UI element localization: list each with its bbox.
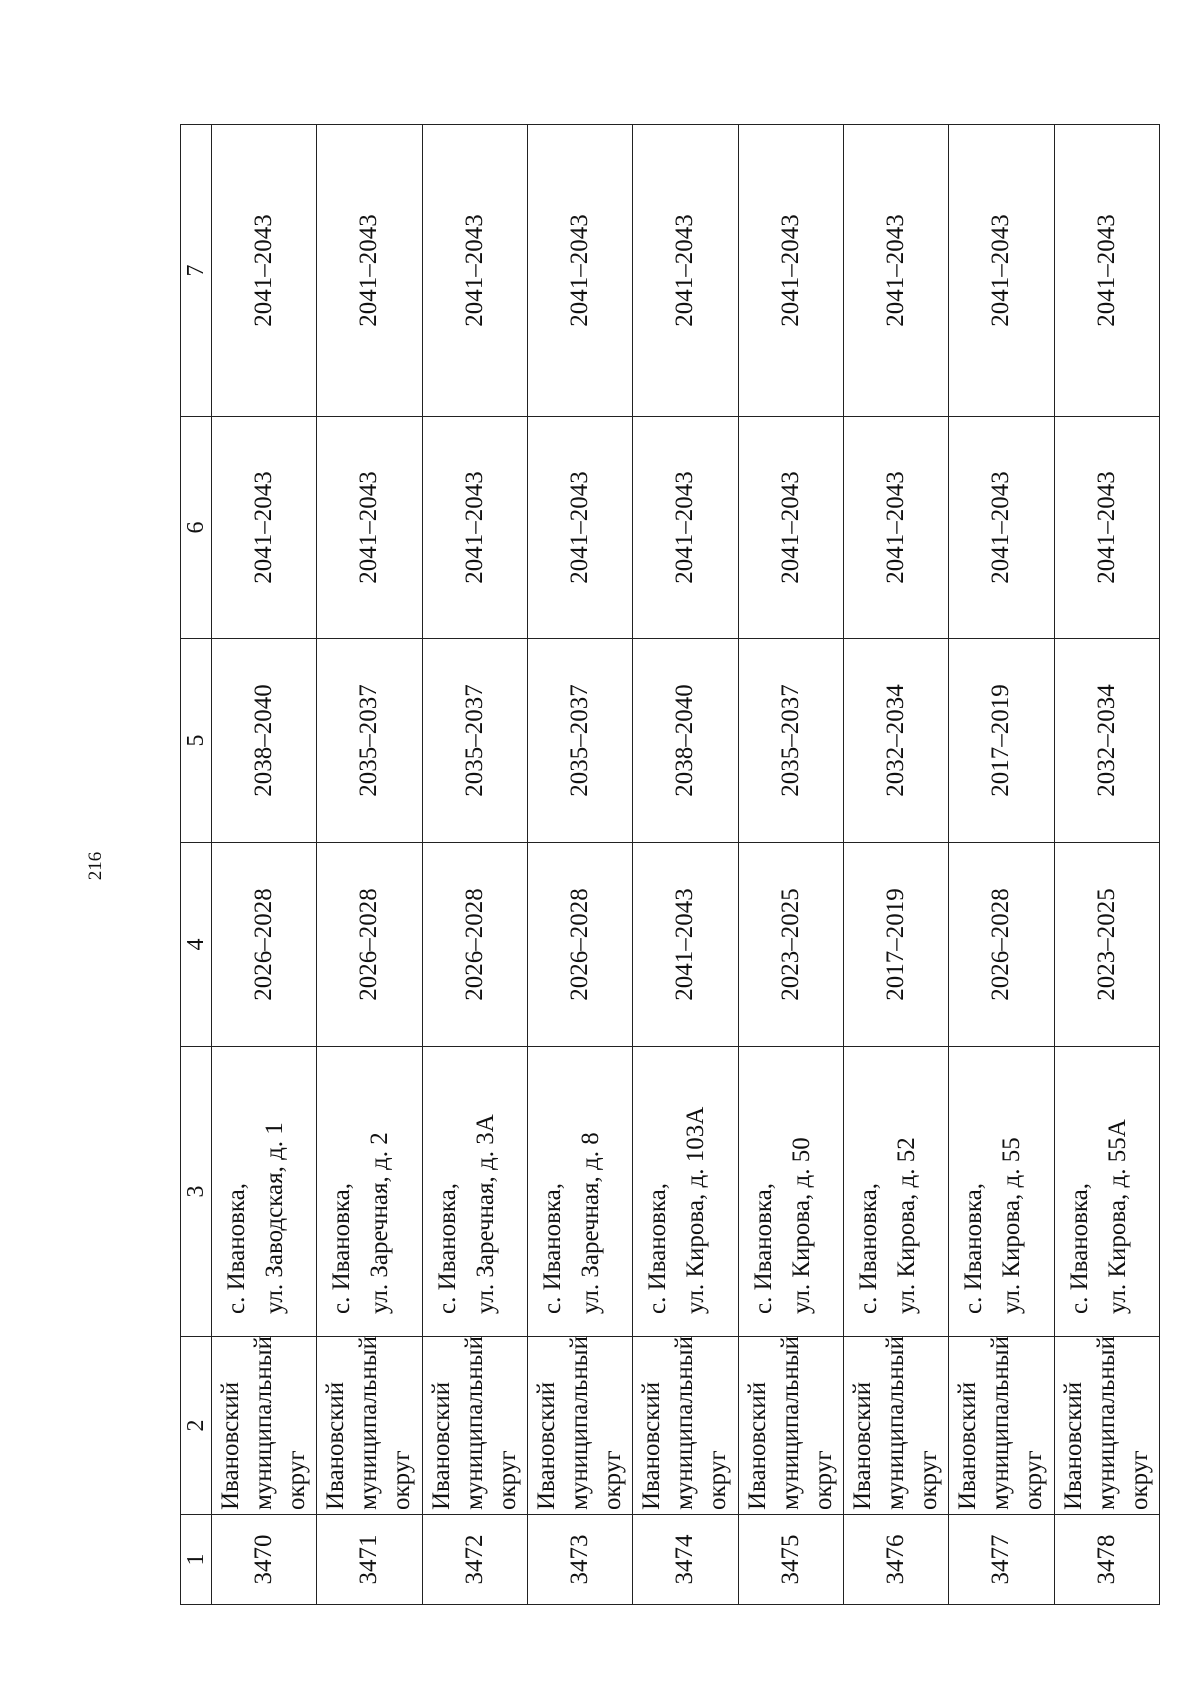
period-cell-4: 2026–2028 — [949, 843, 1054, 1047]
address-cell — [422, 1047, 527, 1337]
district-line: муниципальный — [565, 1336, 593, 1510]
district-line: округ — [704, 1450, 732, 1510]
period-cell-4: 2026–2028 — [212, 843, 317, 1047]
address-line: ул. Заречная, д. 3А — [471, 1114, 499, 1314]
period-cell-4: 2026–2028 — [527, 843, 632, 1047]
address-line: ул. Кирова, д. 55 — [998, 1137, 1026, 1314]
period-cell-5: 2038–2040 — [212, 639, 317, 843]
district-line: муниципальный — [250, 1336, 277, 1510]
period-cell-6: 2041–2043 — [738, 417, 843, 639]
table-row — [527, 125, 632, 1605]
period-cell-5: 2038–2040 — [633, 639, 738, 843]
district-line: округ — [388, 1450, 416, 1510]
address-line: с. Ивановка, — [644, 1182, 672, 1314]
row-number-cell — [1054, 1515, 1159, 1605]
period-cell-6: 2041–2043 — [317, 417, 422, 639]
row-number-cell — [422, 1515, 527, 1605]
header-cell-3: 3 — [181, 1047, 212, 1337]
address-line: с. Ивановка, — [854, 1182, 882, 1314]
period-cell-6: 2041–2043 — [422, 417, 527, 639]
period-cell-4: 2026–2028 — [317, 843, 422, 1047]
district-line: округ — [283, 1450, 310, 1510]
address-line: с. Ивановка, — [960, 1182, 988, 1314]
table-row — [422, 125, 527, 1605]
district-line: Ивановский — [217, 1381, 244, 1510]
period-cell-5: 2032–2034 — [843, 639, 948, 843]
district-line: Ивановский — [743, 1381, 771, 1510]
schedule-table-container — [180, 125, 1160, 1605]
district-line: Ивановский — [322, 1381, 350, 1510]
schedule-table — [180, 124, 1160, 1605]
period-cell-5: 2035–2037 — [422, 639, 527, 843]
address-line: с. Ивановка, — [328, 1182, 356, 1314]
district-line: округ — [493, 1450, 521, 1510]
address-line: ул. Заводская, д. 1 — [261, 1122, 288, 1314]
period-cell-7: 2041–2043 — [633, 125, 738, 417]
period-cell-5: 2017–2019 — [949, 639, 1054, 843]
period-cell-5: 2035–2037 — [527, 639, 632, 843]
address-line: ул. Кирова, д. 50 — [787, 1137, 815, 1314]
address-cell — [317, 1047, 422, 1337]
period-cell-7: 2041–2043 — [949, 125, 1054, 417]
period-cell-4: 2023–2025 — [1054, 843, 1159, 1047]
row-number-cell — [843, 1515, 948, 1605]
row-number-cell — [949, 1515, 1054, 1605]
row-number: 3478 — [1092, 1534, 1120, 1585]
district-line: округ — [1020, 1450, 1048, 1510]
district-line: муниципальный — [776, 1336, 804, 1510]
district-cell — [633, 1337, 738, 1515]
address-cell — [949, 1047, 1054, 1337]
header-row — [181, 125, 212, 1605]
period-cell-7: 2041–2043 — [212, 125, 317, 417]
district-line: Ивановский — [1059, 1381, 1087, 1510]
period-cell-7: 2041–2043 — [317, 125, 422, 417]
table-row — [633, 125, 738, 1605]
address-line: ул. Кирова, д. 103А — [682, 1106, 710, 1314]
district-cell — [1054, 1337, 1159, 1515]
district-line: муниципальный — [460, 1336, 488, 1510]
row-number-cell — [212, 1515, 317, 1605]
address-cell — [212, 1047, 317, 1337]
table-row — [843, 125, 948, 1605]
period-cell-7: 2041–2043 — [1054, 125, 1159, 417]
address-line: ул. Заречная, д. 2 — [366, 1132, 394, 1314]
period-cell-7: 2041–2043 — [422, 125, 527, 417]
period-cell-7: 2041–2043 — [843, 125, 948, 417]
address-line: ул. Кирова, д. 52 — [892, 1137, 920, 1314]
row-number: 3476 — [882, 1534, 910, 1585]
period-cell-4: 2041–2043 — [633, 843, 738, 1047]
district-line: округ — [809, 1450, 837, 1510]
address-cell — [1054, 1047, 1159, 1337]
period-cell-6: 2041–2043 — [843, 417, 948, 639]
header-cell-4: 4 — [181, 843, 212, 1047]
address-cell — [843, 1047, 948, 1337]
row-number-cell — [738, 1515, 843, 1605]
row-number: 3475 — [776, 1534, 804, 1585]
district-cell — [317, 1337, 422, 1515]
address-cell — [527, 1047, 632, 1337]
period-cell-7: 2041–2043 — [527, 125, 632, 417]
period-cell-5: 2032–2034 — [1054, 639, 1159, 843]
district-line: Ивановский — [954, 1381, 982, 1510]
table-row — [738, 125, 843, 1605]
district-cell — [738, 1337, 843, 1515]
period-cell-4: 2017–2019 — [843, 843, 948, 1047]
district-line: Ивановский — [638, 1381, 666, 1510]
district-line: Ивановский — [848, 1381, 876, 1510]
district-line: округ — [598, 1450, 626, 1510]
row-number-cell — [527, 1515, 632, 1605]
header-cell-7: 7 — [181, 125, 212, 417]
period-cell-4: 2023–2025 — [738, 843, 843, 1047]
district-line: округ — [914, 1450, 942, 1510]
period-cell-6: 2041–2043 — [212, 417, 317, 639]
page-number: 216 — [85, 851, 106, 881]
header-cell-6: 6 — [181, 417, 212, 639]
period-cell-6: 2041–2043 — [633, 417, 738, 639]
address-line: с. Ивановка, — [749, 1182, 777, 1314]
district-line: округ — [1125, 1450, 1153, 1510]
row-number: 3473 — [566, 1534, 594, 1585]
row-number: 3477 — [987, 1534, 1015, 1585]
district-line: Ивановский — [532, 1381, 560, 1510]
address-line: с. Ивановка, — [223, 1182, 250, 1314]
district-line: муниципальный — [987, 1336, 1015, 1510]
district-line: муниципальный — [671, 1336, 699, 1510]
header-cell-2: 2 — [181, 1337, 212, 1515]
address-cell — [633, 1047, 738, 1337]
row-number: 3470 — [250, 1534, 278, 1585]
district-cell — [212, 1337, 317, 1515]
district-cell — [527, 1337, 632, 1515]
period-cell-6: 2041–2043 — [527, 417, 632, 639]
address-line: ул. Заречная, д. 8 — [576, 1132, 604, 1314]
period-cell-6: 2041–2043 — [1054, 417, 1159, 639]
address-line: с. Ивановка, — [433, 1182, 461, 1314]
period-cell-5: 2035–2037 — [738, 639, 843, 843]
district-line: Ивановский — [427, 1381, 455, 1510]
district-cell — [949, 1337, 1054, 1515]
row-number-cell — [317, 1515, 422, 1605]
district-line: муниципальный — [1092, 1336, 1120, 1510]
header-cell-5: 5 — [181, 639, 212, 843]
row-number: 3471 — [355, 1534, 383, 1585]
header-cell-1: 1 — [181, 1515, 212, 1605]
table-row — [317, 125, 422, 1605]
period-cell-6: 2041–2043 — [949, 417, 1054, 639]
district-cell — [422, 1337, 527, 1515]
district-cell — [843, 1337, 948, 1515]
period-cell-5: 2035–2037 — [317, 639, 422, 843]
district-line: муниципальный — [881, 1336, 909, 1510]
address-cell — [738, 1047, 843, 1337]
table-row — [949, 125, 1054, 1605]
address-line: с. Ивановка, — [1065, 1182, 1093, 1314]
table-row — [212, 125, 317, 1605]
row-number: 3472 — [460, 1534, 488, 1585]
address-line: с. Ивановка, — [538, 1182, 566, 1314]
period-cell-7: 2041–2043 — [738, 125, 843, 417]
table-body — [212, 125, 1160, 1605]
period-cell-4: 2026–2028 — [422, 843, 527, 1047]
address-line: ул. Кирова, д. 55А — [1103, 1119, 1131, 1314]
table-row — [1054, 125, 1159, 1605]
row-number-cell — [633, 1515, 738, 1605]
district-line: муниципальный — [355, 1336, 383, 1510]
row-number: 3474 — [671, 1534, 699, 1585]
